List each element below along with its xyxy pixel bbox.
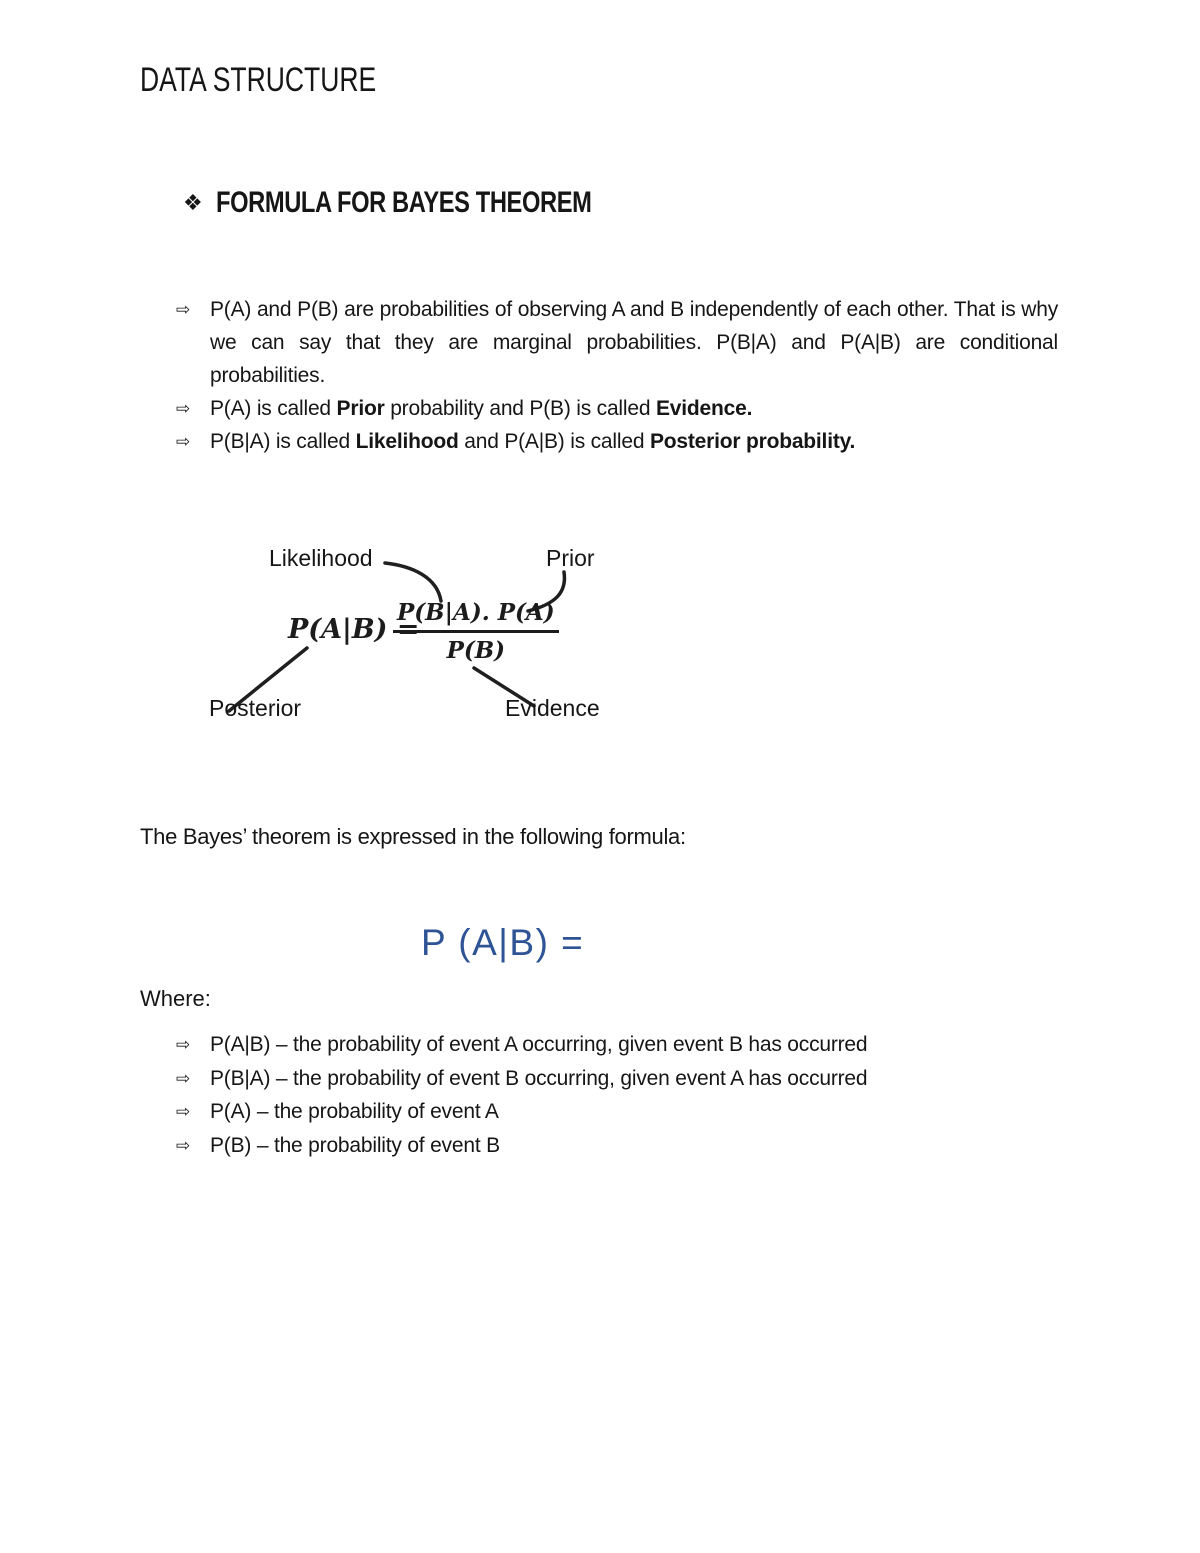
arrow-bullet-icon: ⇨: [176, 1068, 191, 1088]
posterior-label: Posterior: [209, 695, 302, 721]
bold-term: Prior: [336, 397, 385, 420]
list-item-text: P(A) and P(B) are probabilities of observing A and B independently of each other. That is why we can say that they are marginal probabilities. P(B|A) and P(A|B) are conditional probabilities.: [210, 298, 1058, 387]
arrow-bullet-icon: ⇨: [176, 300, 191, 319]
fraction-denominator: P(B): [446, 637, 506, 664]
list-item: [176, 392, 1060, 425]
section-heading-label: FORMULA FOR BAYES THEOREM: [215, 186, 592, 219]
section-heading: [183, 188, 691, 218]
where-label: Where:: [140, 986, 211, 1011]
list-item: [176, 1129, 1096, 1163]
list-item: [176, 1028, 1096, 1062]
likelihood-label: Likelihood: [269, 545, 373, 571]
list-item-text: P(B|A) – the probability of event B occurring, given event A has occurred: [210, 1066, 868, 1090]
text-segment: and P(A|B) is called: [458, 430, 650, 453]
list-item-text: P(A) – the probability of event A: [210, 1100, 499, 1123]
bold-term: Evidence.: [655, 397, 753, 420]
arrow-bullet-icon: ⇨: [176, 399, 191, 418]
bold-term: Posterior probability.: [649, 430, 856, 453]
prior-label: Prior: [546, 545, 595, 571]
diamond-bullet-icon: ❖: [183, 190, 203, 215]
where-list: [176, 1028, 1096, 1162]
list-item: [176, 1062, 1096, 1096]
list-item-text: P(B) – the probability of event B: [210, 1133, 500, 1157]
arrow-bullet-icon: ⇨: [176, 432, 191, 451]
definition-list: [176, 293, 1060, 458]
list-item-text: [210, 425, 1058, 458]
formula-intro-text: The Bayes’ theorem is expressed in the following formula:: [140, 824, 686, 849]
page-title: DATA STRUCTURE: [140, 61, 377, 99]
text-segment: P(B|A) is called: [210, 430, 356, 453]
arrow-bullet-icon: ⇨: [176, 1102, 191, 1121]
list-item: [176, 425, 1060, 458]
text-segment: probability and P(B) is called: [384, 397, 656, 420]
likelihood-connector-line: [385, 563, 441, 601]
bold-term: Likelihood: [355, 430, 459, 453]
list-item: [176, 293, 1060, 392]
list-item-text: P(A|B) – the probability of event A occurring, given event B has occurred: [210, 1033, 868, 1056]
arrow-bullet-icon: ⇨: [176, 1035, 191, 1054]
bayes-formula-blue: P (A|B) =: [421, 922, 585, 963]
list-item: [176, 1095, 1096, 1129]
list-item-text: [210, 392, 1058, 425]
evidence-label: Evidence: [505, 695, 600, 721]
text-segment: P(A) is called: [210, 397, 337, 420]
arrow-bullet-icon: ⇨: [176, 1135, 191, 1155]
fraction-numerator: P(B|A). P(A): [393, 597, 559, 633]
diagram-formula-lhs: P(A|B) =: [288, 614, 420, 645]
diagram-formula-fraction: [393, 597, 559, 666]
